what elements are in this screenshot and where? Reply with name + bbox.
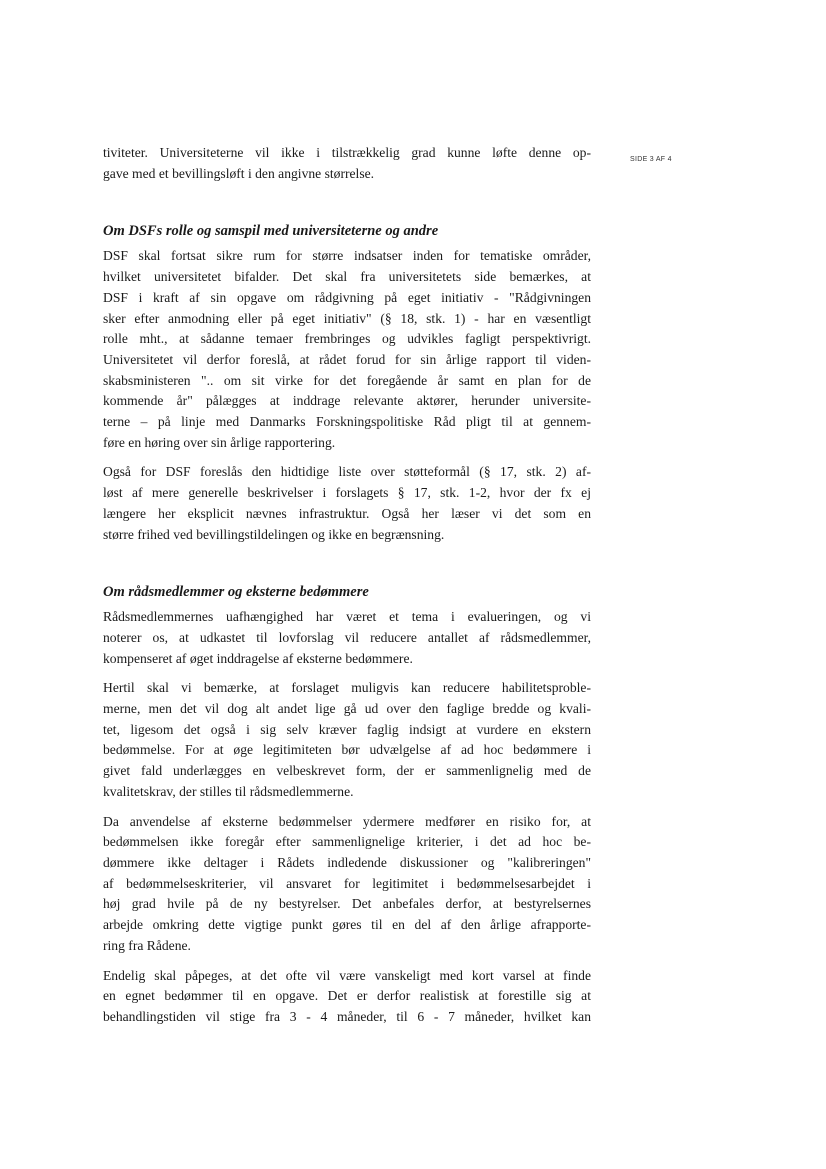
text-line: bedømmelse. For at øge legitimiteten bør udvælgelse af ad hoc bedømmere i xyxy=(103,742,591,758)
paragraph xyxy=(103,246,591,453)
text-line: en egnet bedømmer til en opgave. Det er derfor realistisk at forestille sig at xyxy=(103,988,591,1004)
text-line: Universitetet vil derfor foreslå, at rådet forud for sin årlige rapport til viden- xyxy=(103,351,591,367)
text-line: af bedømmelseskriterier, vil ansvaret for legitimitet i bedømmelsesarbejdet i xyxy=(103,875,591,891)
paragraph xyxy=(103,812,591,957)
text-line: kompenseret af øget inddragelse af eksterne bedømmere. xyxy=(103,650,413,666)
section-heading-dsf-role: Om DSFs rolle og samspil med universiteterne og andre xyxy=(103,223,439,240)
text-line: høj grad hvile på de ny bestyrelser. Det anbefales derfor, at bestyrelsernes xyxy=(103,896,591,912)
page-number: SIDE 3 AF 4 xyxy=(630,156,672,163)
text-line: Rådsmedlemmernes uafhængighed har været et tema i evalueringen, og vi xyxy=(103,609,591,625)
text-line: merne, men det vil dog alt andet lige gå ud over den faglige bredde og kvali- xyxy=(103,701,591,717)
text-line: tet, ligesom det også i sig selv kræver faglig indsigt at vurdere en ekstern xyxy=(103,721,591,737)
paragraph xyxy=(103,966,591,1028)
text-line: gave med et bevillingsløft i den angivne størrelse. xyxy=(103,165,375,181)
text-line: sker efter anmodning eller på eget initiativ" (§ 18, stk. 1) - har en væsentligt xyxy=(103,310,591,326)
text-line: ring fra Rådene. xyxy=(103,937,191,953)
text-line: DSF skal fortsat sikre rum for større indsatser inden for tematiske områder, xyxy=(103,248,591,264)
text-line: rolle mht., at sådanne temaer frembringes og udvikles fagligt perspektivrigt. xyxy=(103,331,591,347)
text-line: kommende år" pålægges at inddrage relevante aktører, herunder universite- xyxy=(103,393,591,409)
text-line: terne – på linje med Danmarks Forskningspolitiske Råd pligt til at gennem- xyxy=(103,414,591,430)
section-heading-council-members: Om rådsmedlemmer og eksterne bedømmere xyxy=(103,584,369,601)
text-line: noterer os, at udkastet til lovforslag vil reducere antallet af rådsmedlemmer, xyxy=(103,629,591,645)
text-line: givet fald underlægges en velbeskrevet form, der er sammenlignelig med de xyxy=(103,763,591,779)
text-line: bedømmelsen ikke foregår efter sammenlignelige kriterier, i det ad hoc be- xyxy=(103,834,591,850)
intro-paragraph xyxy=(103,143,591,184)
text-line: arbejde omkring dette vigtige punkt gøres til en del af den årlige afrapporte- xyxy=(103,917,591,933)
text-line: Endelig skal påpeges, at det ofte vil være vanskeligt med kort varsel at finde xyxy=(103,967,591,983)
text-line: føre en høring over sin årlige rapportering. xyxy=(103,434,336,450)
text-line: behandlingstiden vil stige fra 3 - 4 måneder, til 6 - 7 måneder, hvilket kan xyxy=(103,1008,591,1024)
document-body xyxy=(103,143,591,1028)
text-line: Også for DSF foreslås den hidtidige liste over støtteformål (§ 17, stk. 2) af- xyxy=(103,464,591,480)
text-line: større frihed ved bevillingstildelingen og ikke en begrænsning. xyxy=(103,526,445,542)
text-line: dømmere ikke deltager i Rådets indledende diskussioner og "kalibreringen" xyxy=(103,854,591,870)
text-line: kvalitetskrav, der stilles til rådsmedlemmerne. xyxy=(103,783,354,799)
text-line: DSF i kraft af sin opgave om rådgivning på eget initiativ - "Rådgivningen xyxy=(103,289,591,305)
text-line: tiviteter. Universiteterne vil ikke i tilstrækkelig grad kunne løfte denne op- xyxy=(103,145,591,160)
paragraph xyxy=(103,607,591,669)
text-line: længere her eksplicit nævnes infrastruktur. Også her læser vi det som en xyxy=(103,505,591,521)
text-line: Da anvendelse af eksterne bedømmelser ydermere medfører en risiko for, at xyxy=(103,813,591,829)
text-line: Hertil skal vi bemærke, at forslaget muligvis kan reducere habilitetsproble- xyxy=(103,680,591,696)
text-line: hvilket universitetet bifalder. Det skal fra universitetets side bemærkes, at xyxy=(103,269,591,285)
paragraph xyxy=(103,462,591,545)
text-line: skabsministeren ".. om sit virke for det foregående år samt en plan for de xyxy=(103,372,591,388)
paragraph xyxy=(103,678,591,802)
text-line: løst af mere generelle beskrivelser i forslagets § 17, stk. 1-2, hvor der fx ej xyxy=(103,485,591,501)
